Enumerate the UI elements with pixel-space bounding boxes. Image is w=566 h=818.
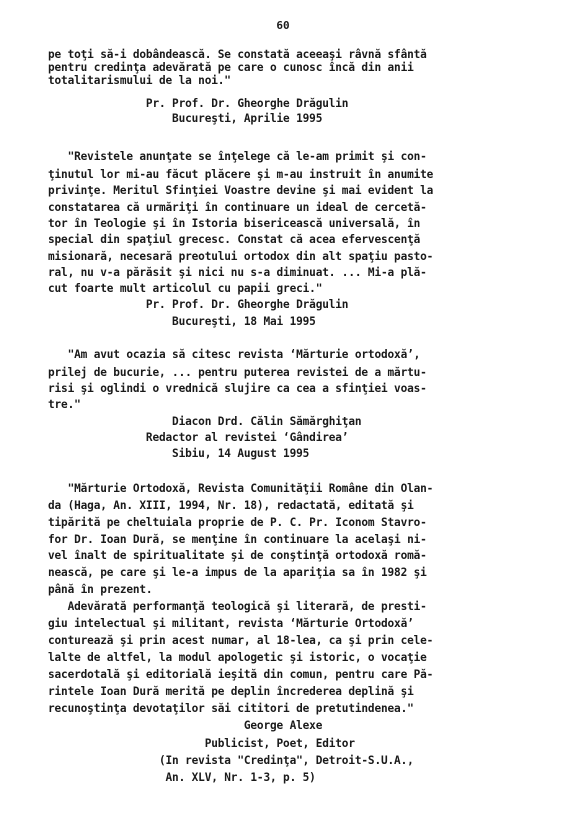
text-line: ţinutul lor mi-au făcut plăcere şi m-au instruit în anumite xyxy=(48,168,434,181)
text-line: tre." xyxy=(48,398,81,411)
text-line: giu intelectual şi militant, revista ‘Mărturie Ortodoxă’ xyxy=(48,617,414,630)
text-line: risi şi oglindi o vrednică slujire ca cea a sfinţiei voas- xyxy=(48,382,427,395)
text-line: conturează şi prin acest numar, al 18-lea, ca şi prin cele- xyxy=(48,634,434,647)
signature-line: Bucureşti, 18 Mai 1995 xyxy=(48,315,316,328)
text-line: misionară, necesară preotului ortodox din alt spaţiu pasto- xyxy=(48,250,434,263)
text-line: nească, pe care şi le-a impus de la apariţia sa în 1982 şi xyxy=(48,566,427,579)
text-line: prilej de bucurie, ... pentru puterea revistei de a mărtu- xyxy=(48,366,427,379)
text-line: da (Haga, An. XIII, 1994, Nr. 18), redactată, editată şi xyxy=(48,499,414,512)
text-line: pe toţi să-i dobândească. Se constată aceeaşi râvnă sfântă xyxy=(48,48,427,61)
text-line: sacerdotală şi editorială ieşită din comun, pentru care Pă- xyxy=(48,668,434,681)
text-line: ral, nu v-a părăsit şi nici nu s-a diminuat. ... Mi-a plă- xyxy=(48,266,427,279)
signature-line: Sibiu, 14 August 1995 xyxy=(48,447,310,460)
text-line: special din spaţiul grecesc. Constat că acea efervescenţă xyxy=(48,233,421,246)
citation-line: (In revista "Credinţa", Detroit-S.U.A., xyxy=(48,754,414,767)
signature-line: Redactor al revistei ‘Gândirea’ xyxy=(48,431,349,444)
citation-line: An. XLV, Nr. 1-3, p. 5) xyxy=(48,771,316,784)
text-line: "Am avut ocazia să citesc revista ‘Mărturie ortodoxă’, xyxy=(48,348,421,361)
text-line: recunoştinţa devotaţilor săi cititori de pretutindenea." xyxy=(48,702,414,715)
text-line: cut foarte mult articolul cu papii greci." xyxy=(48,282,323,295)
text-line: "Mărturie Ortodoxă, Revista Comunităţii Române din Olan- xyxy=(48,482,434,495)
text-line: lalte de altfel, la modul apologetic şi istoric, o vocaţie xyxy=(48,651,427,664)
text-line: "Revistele anunţate se înţelege că le-am primit şi con- xyxy=(48,150,427,163)
text-line: pentru credinţa adevărată pe care o cunosc încă din anii xyxy=(48,61,414,74)
text-line: tipărită pe cheltuiala proprie de P. C. Pr. Iconom Stavro- xyxy=(48,516,427,529)
signature-line: Pr. Prof. Dr. Gheorghe Drăgulin xyxy=(48,97,349,110)
text-line: privinţe. Meritul Sfinţiei Voastre devine şi mai evident la xyxy=(48,184,434,197)
signature-line: George Alexe xyxy=(48,719,323,732)
text-line: până în prezent. xyxy=(48,583,153,596)
signature-line: Bucureşti, Aprilie 1995 xyxy=(48,112,323,125)
text-line: Adevărată performanţă teologică şi literară, de presti- xyxy=(48,600,427,613)
signature-line: Pr. Prof. Dr. Gheorghe Drăgulin xyxy=(48,298,349,311)
text-line: tor în Teologie şi în Istoria bisericească universală, în xyxy=(48,217,421,230)
text-line: for Dr. Ioan Dură, se menţine în continuare la acelaşi ni- xyxy=(48,533,427,546)
signature-line: Publicist, Poet, Editor xyxy=(48,737,355,750)
text-line: constatarea că urmăriţi în continuare un ideal de cercetă- xyxy=(48,201,427,214)
text-line: rintele Ioan Dură merită pe deplin încrederea deplină şi xyxy=(48,685,414,698)
text-line: totalitarismului de la noi." xyxy=(48,74,231,87)
signature-line: Diacon Drd. Călin Sămărghiţan xyxy=(48,415,362,428)
page-number: 60 xyxy=(276,19,290,32)
text-line: vel înalt de spiritualitate şi de conştinţă ortodoxă romă- xyxy=(48,549,427,562)
